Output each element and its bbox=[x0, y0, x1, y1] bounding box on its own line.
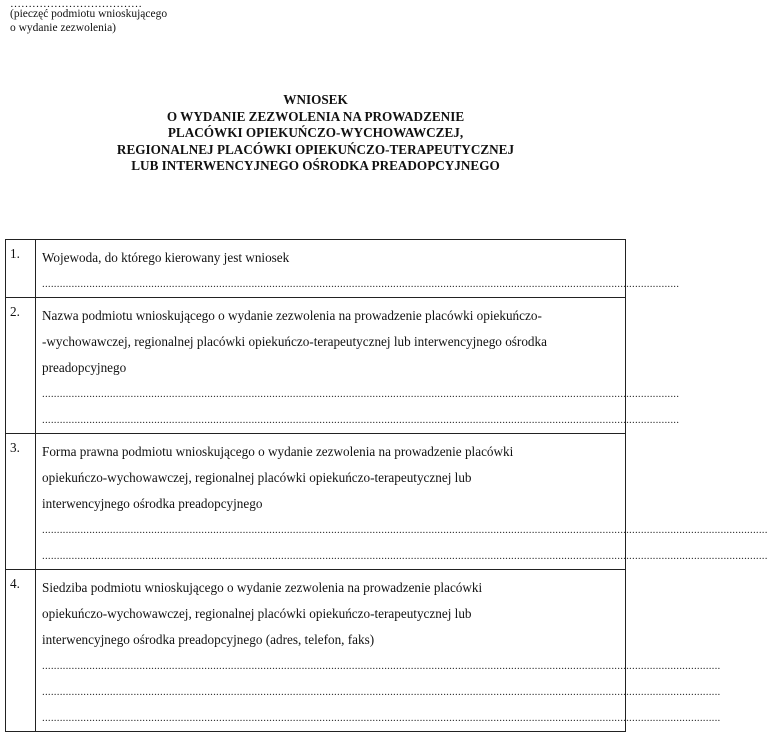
field-label: opiekuńczo-wychowawczej, regionalnej placówki opiekuńczo-terapeutycznej lub bbox=[42, 470, 472, 485]
fill-in-line[interactable]: ........................................................................................................................................................................................................................ bbox=[42, 278, 680, 290]
field-label: Nazwa podmiotu wnioskującego o wydanie zezwolenia na prowadzenie placówki opiekuńczo- bbox=[42, 308, 542, 323]
form-row-2 bbox=[6, 298, 626, 434]
form-row-3 bbox=[6, 434, 626, 570]
row-number: 2. bbox=[6, 298, 36, 434]
field-label: Wojewoda, do którego kierowany jest wniosek bbox=[42, 250, 290, 265]
stamp-caption-line-1: (pieczęć podmiotu wnioskującego bbox=[10, 8, 168, 20]
row-content bbox=[36, 298, 680, 434]
title-line-1: WNIOSEK bbox=[283, 92, 348, 107]
row-content bbox=[36, 240, 680, 298]
field-label: Forma prawna podmiotu wnioskującego o wydanie zezwolenia na prowadzenie placówki bbox=[42, 444, 514, 459]
field-label: interwencyjnego ośrodka preadopcyjnego (adres, telefon, faks) bbox=[42, 632, 375, 647]
form-row-4 bbox=[6, 570, 626, 732]
field-label: -wychowawczej, regionalnej placówki opiekuńczo-terapeutycznej lub interwencyjnego ośrodka bbox=[42, 334, 547, 349]
fill-in-line[interactable]: ...................................................................................................................................................................................................................................................... bbox=[42, 524, 768, 536]
field-label: opiekuńczo-wychowawczej, regionalnej placówki opiekuńczo-terapeutycznej lub bbox=[42, 606, 472, 621]
fill-in-line[interactable]: ...................................................................................................................................................................................................................................................... bbox=[42, 550, 768, 562]
fill-in-line[interactable]: ...................................................................................................................................................................................................................................... bbox=[42, 660, 721, 672]
row-number: 1. bbox=[6, 240, 36, 298]
title-line-4: REGIONALNEJ PLACÓWKI OPIEKUŃCZO-TERAPEUTYCZNEJ bbox=[116, 141, 515, 157]
document-title bbox=[0, 92, 631, 175]
stamp-caption-line-2: o wydanie zezwolenia) bbox=[10, 22, 117, 34]
title-line-2: O WYDANIE ZEZWOLENIA NA PROWADZENIE bbox=[166, 108, 465, 124]
row-number: 4. bbox=[6, 570, 36, 732]
title-line-3: PLACÓWKI OPIEKUŃCZO-WYCHOWAWCZEJ, bbox=[167, 125, 464, 140]
fill-in-line[interactable]: ........................................................................................................................................................................................................................ bbox=[42, 388, 680, 400]
fill-in-line[interactable]: ...................................................................................................................................................................................................................................... bbox=[42, 686, 721, 698]
form-row-1 bbox=[6, 240, 626, 298]
row-content bbox=[36, 434, 768, 570]
row-number: 3. bbox=[6, 434, 36, 570]
field-label: preadopcyjnego bbox=[42, 360, 127, 375]
fill-in-line[interactable]: ...................................................................................................................................................................................................................................... bbox=[42, 712, 721, 724]
field-label: interwencyjnego ośrodka preadopcyjnego bbox=[42, 496, 263, 511]
application-form-table bbox=[5, 239, 768, 732]
row-content bbox=[36, 570, 721, 732]
field-label: Siedziba podmiotu wnioskującego o wydanie zezwolenia na prowadzenie placówki bbox=[42, 580, 483, 595]
fill-in-line[interactable]: ........................................................................................................................................................................................................................ bbox=[42, 414, 680, 426]
stamp-dotted-line: ……………………………… bbox=[10, 0, 142, 10]
stamp-area bbox=[10, 0, 167, 35]
title-line-5: LUB INTERWENCYJNEGO OŚRODKA PREADOPCYJNEGO bbox=[131, 158, 500, 173]
